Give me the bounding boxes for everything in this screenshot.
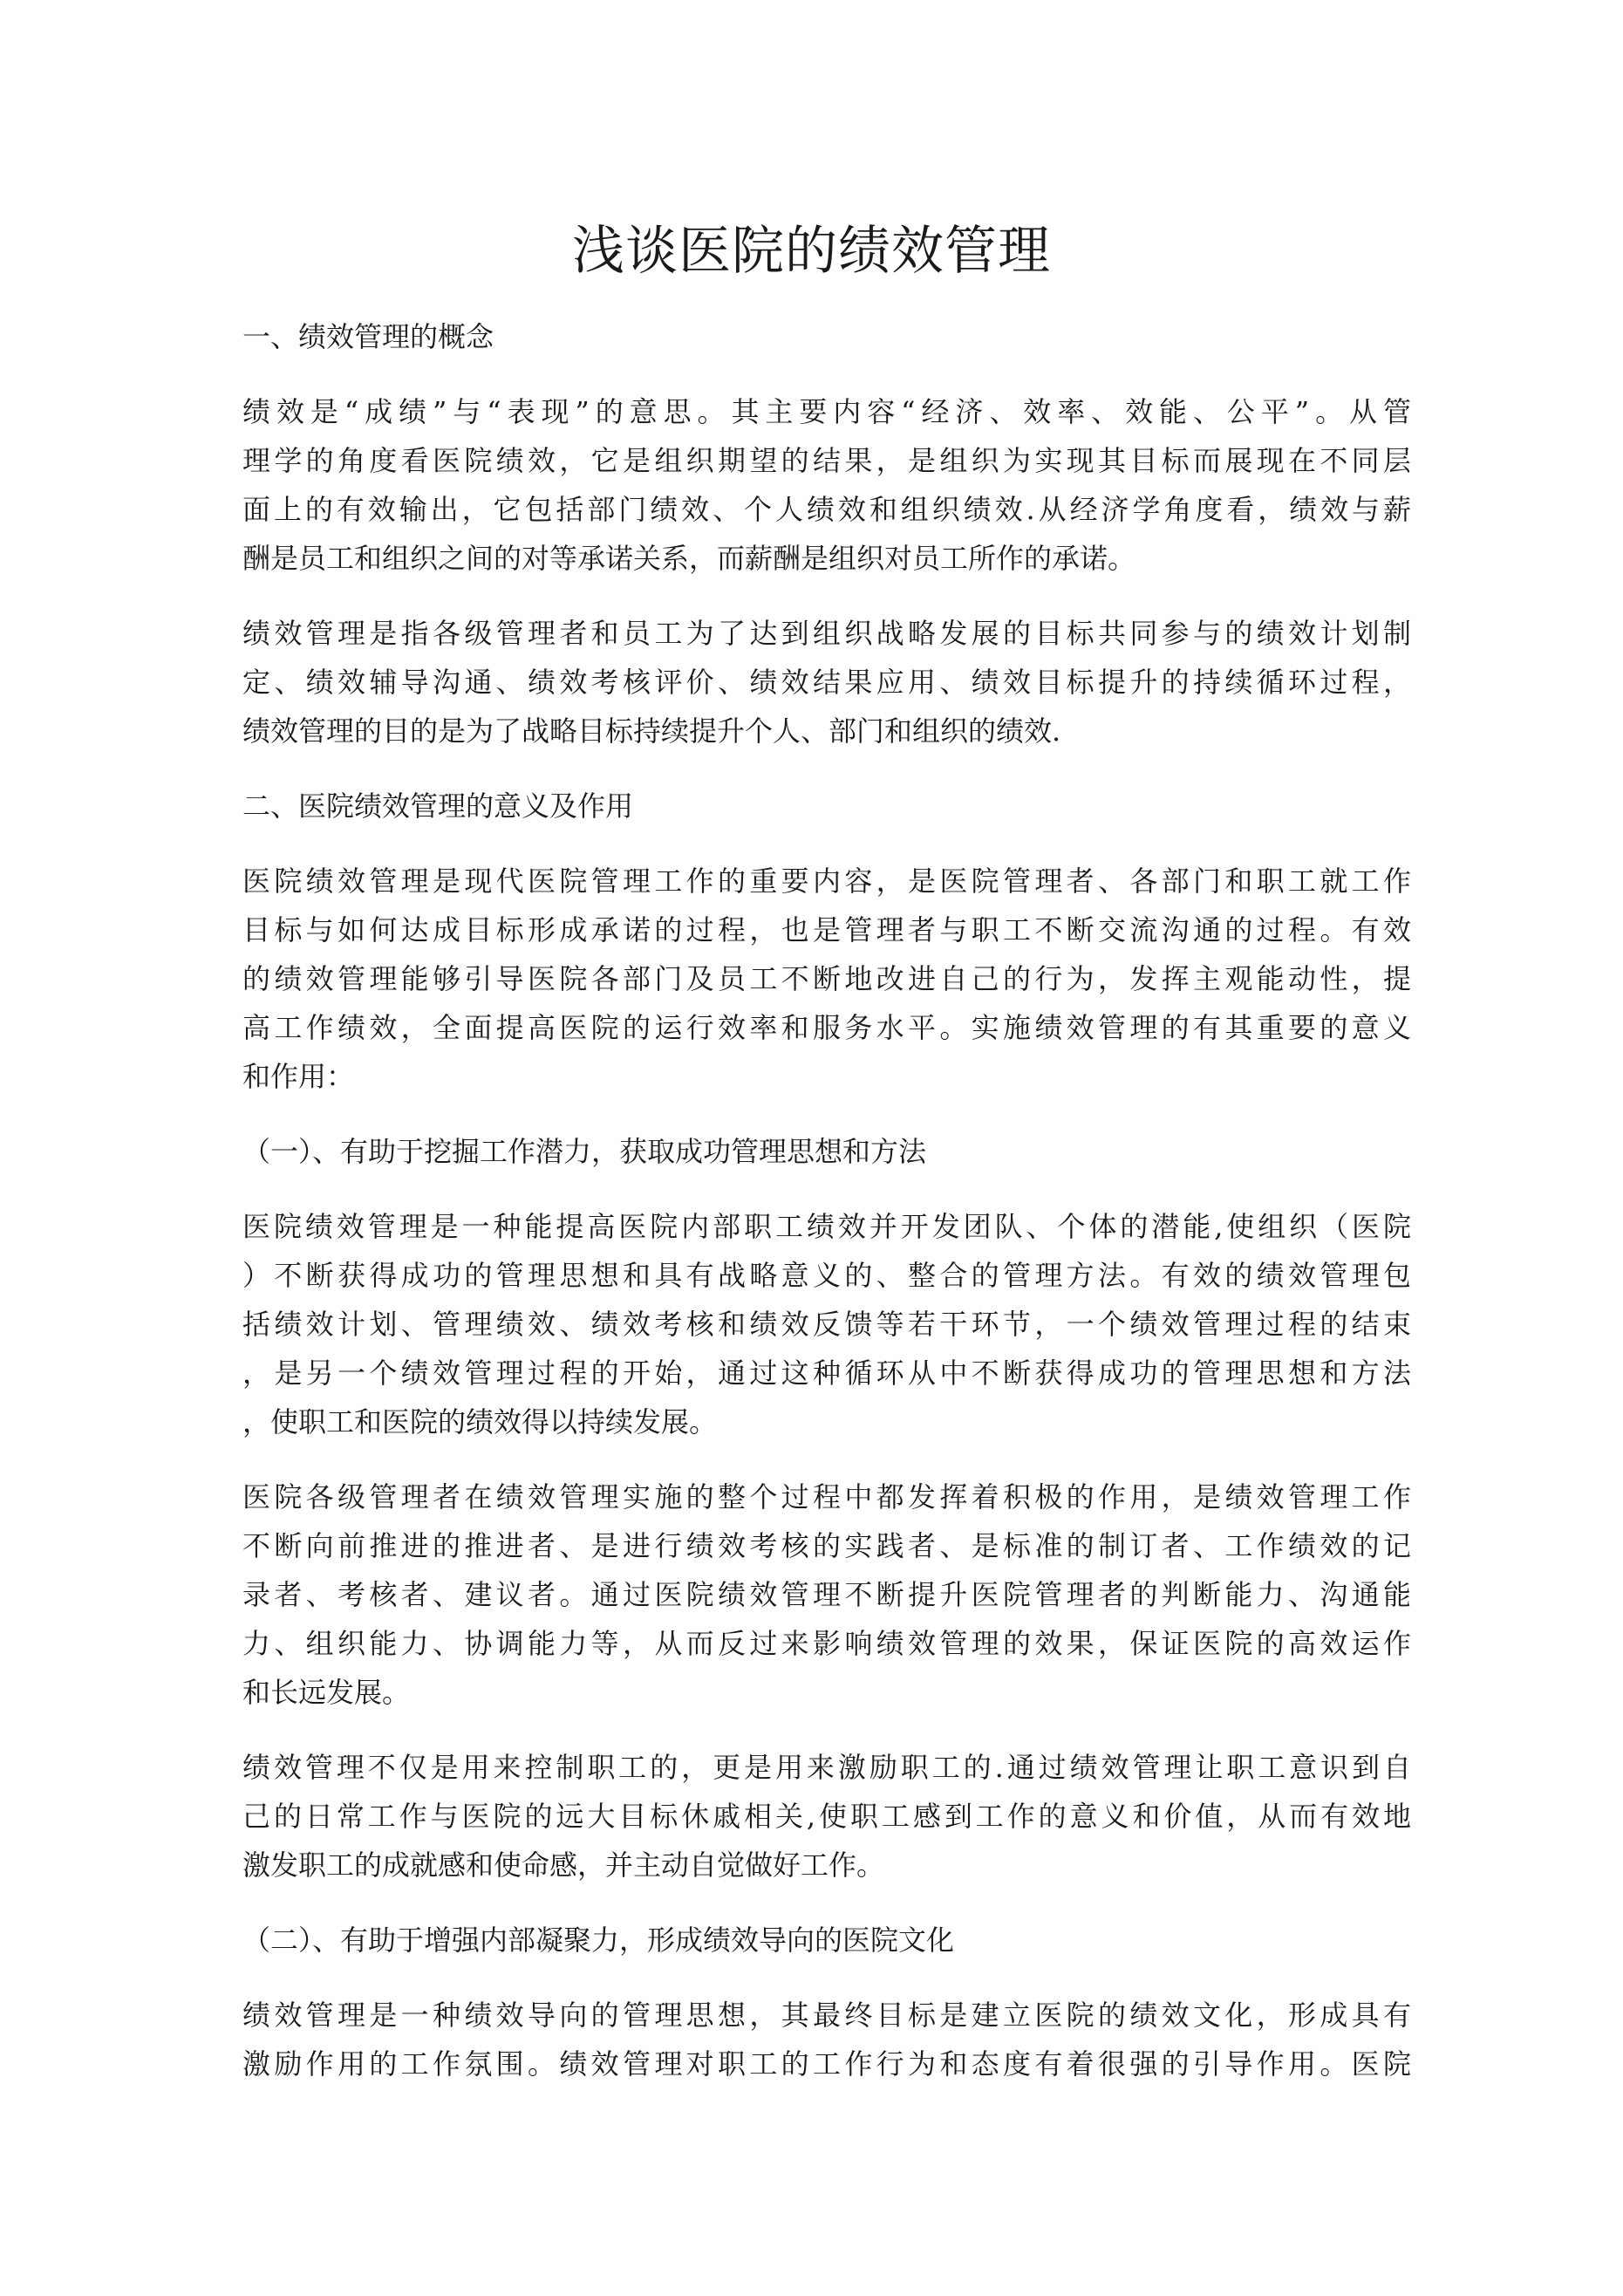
section-heading: （二）、有助于增强内部凝聚力，形成绩效导向的医院文化 — [242, 1924, 955, 1957]
paragraph-line: 和作用： — [242, 1060, 355, 1093]
paragraph-line: 理学的角度看医院绩效，它是组织期望的结果，是组织为实现其目标而展现在不同层 — [242, 444, 1411, 477]
paragraph-line: ）不断获得成功的管理思想和具有战略意义的、整合的管理方法。有效的绩效管理包 — [242, 1259, 1411, 1292]
paragraph-line: 激励作用的工作氛围。绩效管理对职工的工作行为和态度有着很强的引导作用。医院 — [242, 2047, 1411, 2081]
paragraph-line: 绩效管理的目的是为了战略目标持续提升个人、部门和组织的绩效. — [242, 714, 1061, 748]
paragraph-line: 医院绩效管理是现代医院管理工作的重要内容，是医院管理者、各部门和职工就工作 — [242, 864, 1411, 898]
paragraph-line: ，是另一个绩效管理过程的开始，通过这种循环从中不断获得成功的管理思想和方法 — [242, 1356, 1411, 1390]
paragraph-line: 不断向前推进的推进者、是进行绩效考核的实践者、是标准的制订者、工作绩效的记 — [242, 1529, 1411, 1562]
paragraph-line: 医院各级管理者在绩效管理实施的整个过程中都发挥着积极的作用，是绩效管理工作 — [242, 1480, 1411, 1514]
paragraph — [242, 857, 1411, 1101]
paragraph — [242, 387, 1411, 583]
paragraph-line: 绩效管理是指各级管理者和员工为了达到组织战略发展的目标共同参与的绩效计划制 — [242, 617, 1411, 650]
section-heading: （一）、有助于挖掘工作潜力，获取成功管理思想和方法 — [242, 1135, 927, 1168]
paragraph-line: 的绩效管理能够引导医院各部门及员工不断地改进自己的行为，发挥主观能动性，提 — [242, 962, 1411, 995]
section-heading: 一、绩效管理的概念 — [242, 320, 494, 353]
paragraph-line: 己的日常工作与医院的远大目标休戚相关,使职工感到工作的意义和价值，从而有效地 — [242, 1800, 1411, 1833]
paragraph-line: ，使职工和医院的绩效得以持续发展。 — [242, 1405, 718, 1438]
paragraph — [242, 1743, 1411, 1889]
paragraph-line: 酬是员工和组织之间的对等承诺关系，而薪酬是组织对员工所作的承诺。 — [242, 542, 1136, 575]
paragraph-line: 绩效是“成绩”与“表现”的意思。其主要内容“经济、效率、效能、公平”。从管 — [242, 395, 1411, 428]
paragraph-line: 力、组织能力、协调能力等，从而反过来影响绩效管理的效果，保证医院的高效运作 — [242, 1627, 1411, 1660]
paragraph-line: 激发职工的成就感和使命感，并主动自觉做好工作。 — [242, 1848, 885, 1882]
paragraph — [242, 1991, 1411, 2088]
paragraph — [242, 1202, 1411, 1446]
paragraph-line: 和长远发展。 — [242, 1676, 411, 1709]
paragraph-line: 录者、考核者、建议者。通过医院绩效管理不断提升医院管理者的判断能力、沟通能 — [242, 1578, 1411, 1611]
paragraph — [242, 609, 1411, 755]
document-body — [242, 312, 1411, 2115]
paragraph-line: 绩效管理不仅是用来控制职工的，更是用来激励职工的.通过绩效管理让职工意识到自 — [242, 1751, 1411, 1784]
document-title: 浅谈医院的绩效管理 — [572, 221, 1051, 283]
paragraph-line: 目标与如何达成目标形成承诺的过程，也是管理者与职工不断交流沟通的过程。有效 — [242, 913, 1411, 946]
paragraph-line: 括绩效计划、管理绩效、绩效考核和绩效反馈等若干环节，一个绩效管理过程的结束 — [242, 1308, 1411, 1341]
paragraph-line: 高工作绩效，全面提高医院的运行效率和服务水平。实施绩效管理的有其重要的意义 — [242, 1011, 1411, 1044]
paragraph-line: 绩效管理是一种绩效导向的管理思想，其最终目标是建立医院的绩效文化，形成具有 — [242, 1999, 1411, 2032]
paragraph-line: 定、绩效辅导沟通、绩效考核评价、绩效结果应用、绩效目标提升的持续循环过程， — [242, 666, 1411, 699]
paragraph-line: 医院绩效管理是一种能提高医院内部职工绩效并开发团队、个体的潜能,使组织（医院 — [242, 1210, 1411, 1243]
paragraph-line: 面上的有效输出，它包括部门绩效、个人绩效和组织绩效.从经济学角度看，绩效与薪 — [242, 493, 1411, 526]
section-heading: 二、医院绩效管理的意义及作用 — [242, 789, 634, 823]
paragraph — [242, 1473, 1411, 1717]
